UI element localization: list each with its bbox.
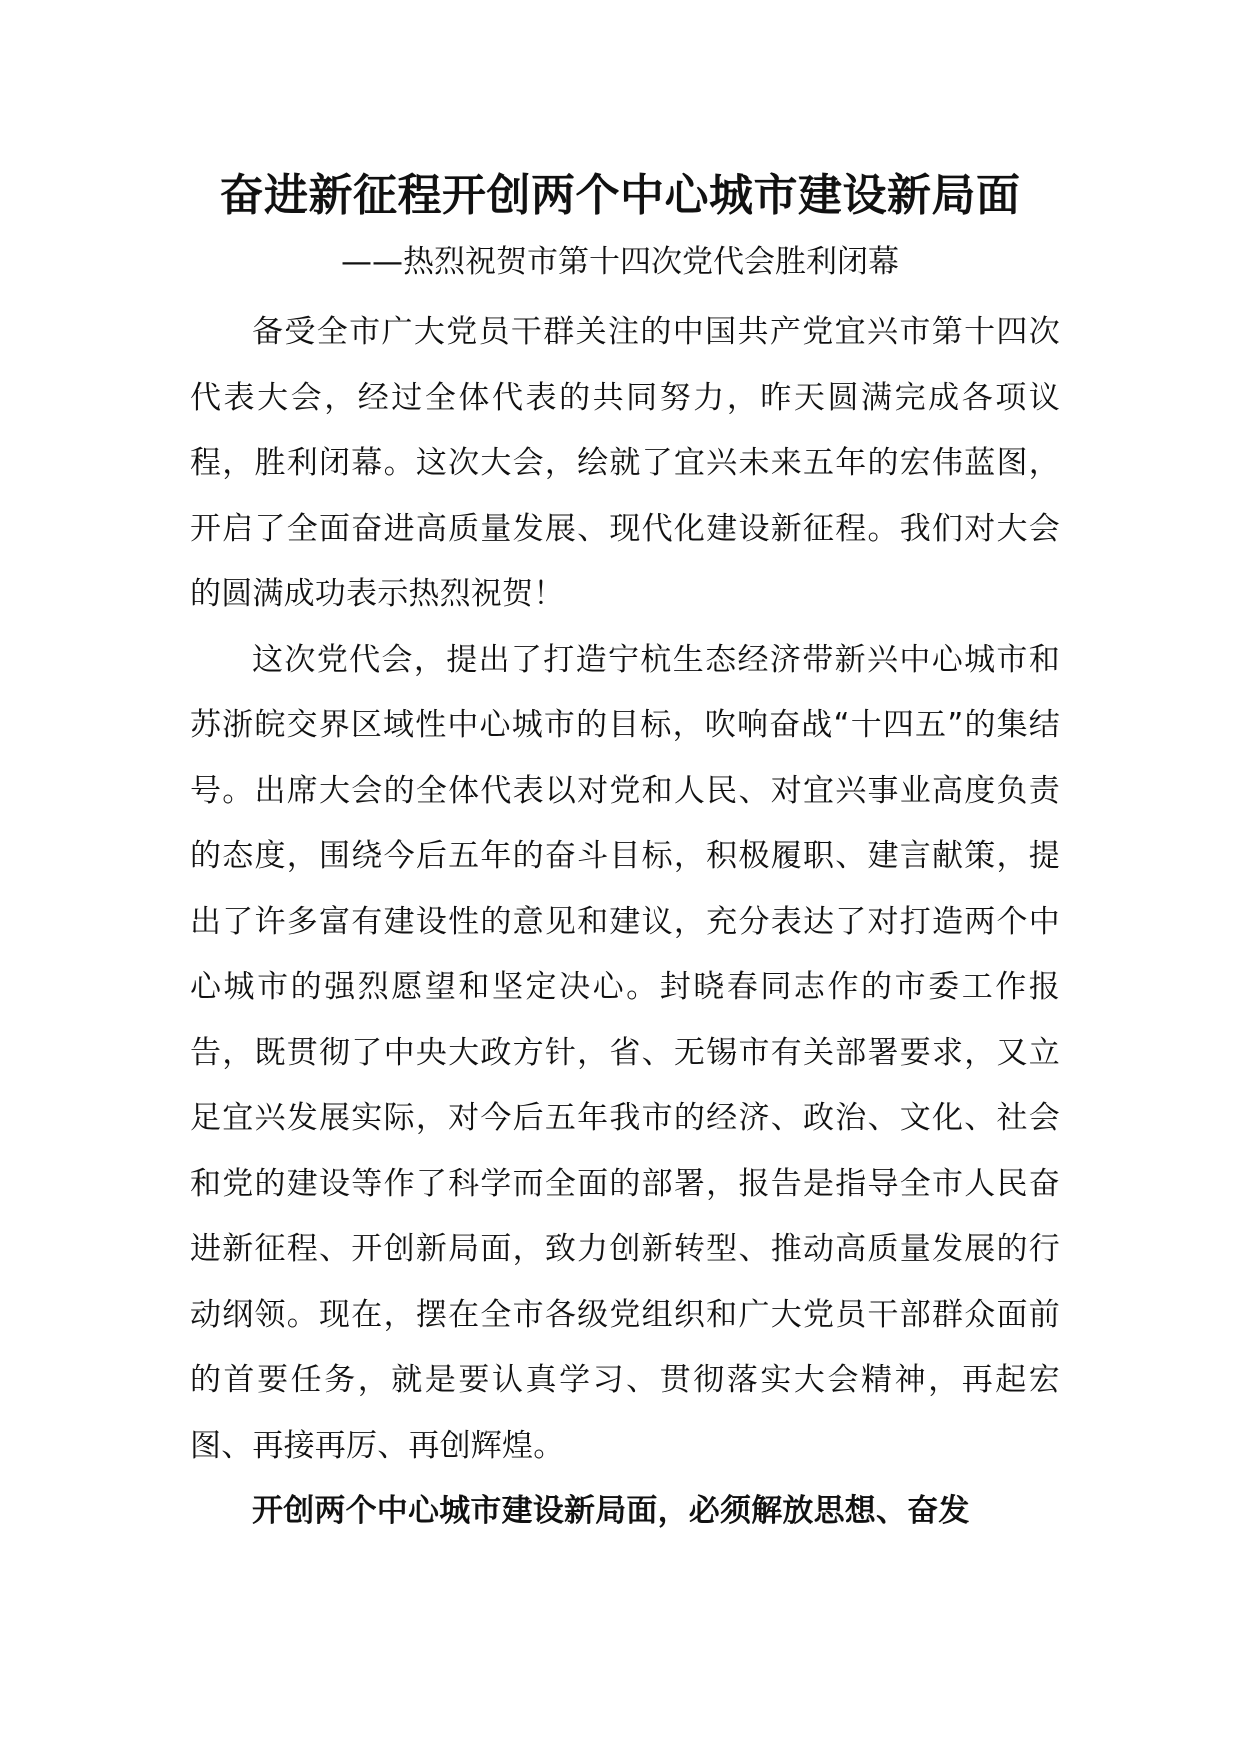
document-subtitle: ——热烈祝贺市第十四次党代会胜利闭幕 — [341, 244, 899, 280]
paragraph-1: 备受全市广大党员干群关注的中国共产党宜兴市第十四次代表大会，经过全体代表的共同努力，昨天圆满完成各项议程，胜利闭幕。这次大会，绘就了宜兴未来五年的宏伟蓝图，开启了全面奋进高质量发展、现代化建设新征程。我们对大会的圆满成功表示热烈祝贺！ — [190, 314, 1060, 612]
document-body — [190, 300, 1060, 1545]
paragraph-2: 这次党代会，提出了打造宁杭生态经济带新兴中心城市和苏浙皖交界区域性中心城市的目标，吹响奋战“十四五”的集结号。出席大会的全体代表以对党和人民、对宜兴事业高度负责的态度，围绕今后五年的奋斗目标，积极履职、建言献策，提出了许多富有建设性的意见和建议，充分表达了对打造两个中心城市的强烈愿望和坚定决心。封晓春同志作的市委工作报告，既贯彻了中央大政方针，省、无锡市有关部署要求，又立足宜兴发展实际，对今后五年我市的经济、政治、文化、社会和党的建设等作了科学而全面的部署，报告是指导全市人民奋进新征程、开创新局面，致力创新转型、推动高质量发展的行动纲领。现在，摆在全市各级党组织和广大党员干部群众面前的首要任务，就是要认真学习、贯彻落实大会精神，再起宏图、再接再厉、再创辉煌。 — [190, 641, 1060, 1464]
paragraph-3-bold-heading: 开创两个中心城市建设新局面，必须解放思想、奋发 — [252, 1493, 970, 1529]
document-title: 奋进新征程开创两个中心城市建设新局面 — [219, 170, 1021, 221]
